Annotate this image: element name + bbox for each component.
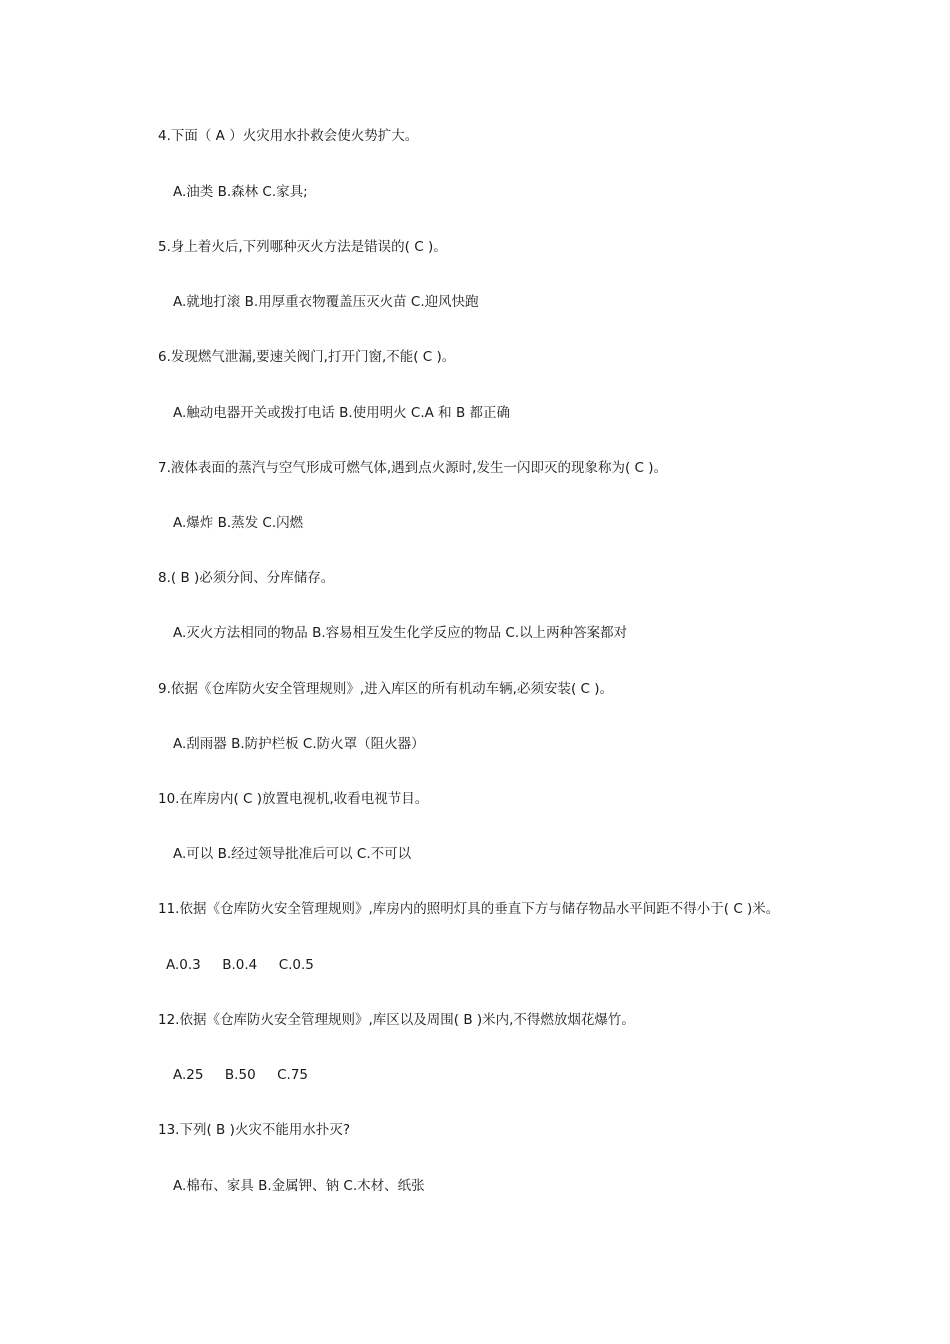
question-5: 5.身上着火后,下列哪种灭火方法是错误的( C )。 [158,239,447,255]
options-13: A.棉布、家具 B.金属钾、钠 C.木材、纸张 [173,1178,425,1194]
question-10: 10.在库房内( C )放置电视机,收看电视节目。 [158,791,429,807]
options-4: A.油类 B.森林 C.家具; [173,184,308,200]
question-6: 6.发现燃气泄漏,要速关阀门,打开门窗,不能( C )。 [158,349,456,365]
options-8: A.灭火方法相同的物品 B.容易相互发生化学反应的物品 C.以上两种答案都对 [173,625,628,641]
options-10: A.可以 B.经过领导批准后可以 C.不可以 [173,846,412,862]
question-11: 11.依据《仓库防火安全管理规则》,库房内的照明灯具的垂直下方与储存物品水平间距不得小于( C )米。 [158,901,780,917]
options-5: A.就地打滚 B.用厚重衣物覆盖压灭火苗 C.迎风快跑 [173,294,479,310]
options-7: A.爆炸 B.蒸发 C.闪燃 [173,515,304,531]
options-12: A.25 B.50 C.75 [173,1067,309,1083]
question-7: 7.液体表面的蒸汽与空气形成可燃气体,遇到点火源时,发生一闪即灭的现象称为( C )。 [158,460,668,476]
options-6: A.触动电器开关或拨打电话 B.使用明火 C.A 和 B 都正确 [173,405,511,421]
options-9: A.刮雨器 B.防护栏板 C.防火罩（阻火器） [173,736,425,752]
question-9: 9.依据《仓库防火安全管理规则》,进入库区的所有机动车辆,必须安装( C )。 [158,681,614,697]
question-12: 12.依据《仓库防火安全管理规则》,库区以及周围( B )米内,不得燃放烟花爆竹。 [158,1012,635,1028]
question-13: 13.下列( B )火灾不能用水扑灭? [158,1122,351,1138]
question-4: 4.下面（ A ）火灾用水扑救会使火势扩大。 [158,128,419,144]
options-11: A.0.3 B.0.4 C.0.5 [166,957,314,973]
question-8: 8.( B )必须分间、分库储存。 [158,570,335,586]
